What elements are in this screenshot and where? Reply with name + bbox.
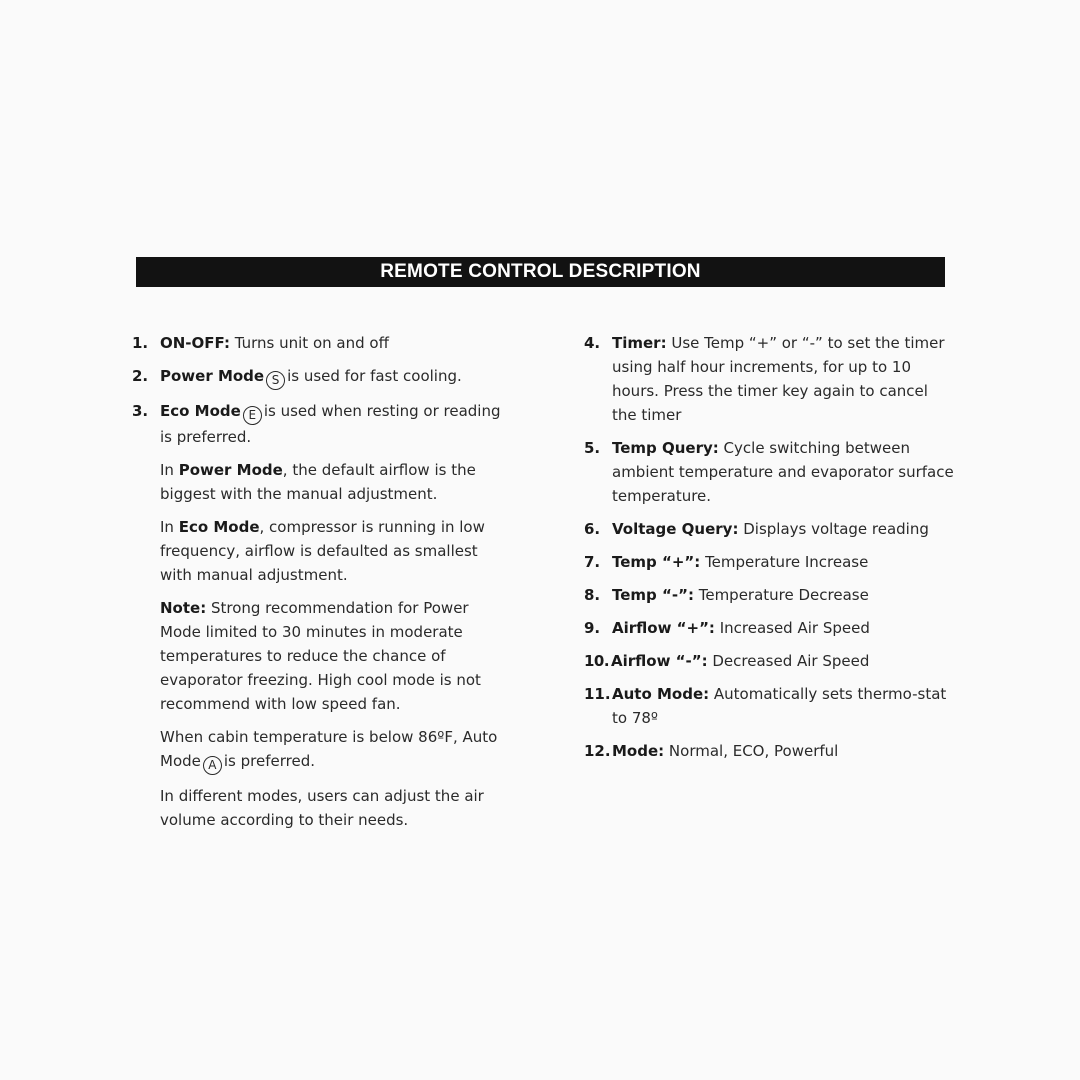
item-number: 2.: [132, 367, 149, 385]
item-description: Temperature Increase: [700, 553, 869, 571]
item-description: Temperature Decrease: [693, 586, 869, 604]
list-item-voltage-query: [584, 517, 956, 541]
item-number: 9.: [584, 619, 601, 637]
list-item-power-mode: [132, 364, 512, 390]
item-number: 7.: [584, 553, 601, 571]
item-number: 3.: [132, 402, 149, 420]
modes-paragraph: In different modes, users can adjust the air volume according to their needs.: [160, 787, 484, 829]
item-number: 4.: [584, 334, 601, 352]
list-item-auto-mode: [584, 682, 956, 730]
item-number: 1.: [132, 334, 149, 352]
list-item-eco-mode: [132, 399, 512, 449]
item-term: Eco Mode: [160, 402, 241, 420]
power-mode-paragraph: In Power Mode, the default airflow is the biggest with the manual adjustment.: [160, 461, 476, 503]
item-term: Timer:: [612, 334, 667, 352]
item-number: 10.: [584, 652, 610, 670]
item-term: Auto Mode:: [612, 685, 710, 703]
list-item-airflow-plus: [584, 616, 956, 640]
list-item-temp-plus: [584, 550, 956, 574]
item-term: Airflow “+”:: [612, 619, 715, 637]
list-item-on-off: [132, 331, 512, 355]
left-column: [132, 331, 512, 841]
item-term: Power Mode: [160, 367, 265, 385]
item-description: Turns unit on and off: [229, 334, 389, 352]
eco-mode-e-icon: E: [243, 406, 262, 425]
item-number: 6.: [584, 520, 601, 538]
item-description: Displays voltage reading: [738, 520, 929, 538]
item-description: is used for fast cooling.: [287, 367, 462, 385]
auto-mode-paragraph: When cabin temperature is below 86ºF, Auto Mode A is preferred.: [160, 725, 512, 775]
item-term: Temp “-”:: [612, 586, 694, 604]
item-number: 5.: [584, 439, 601, 457]
section-title-bar: REMOTE CONTROL DESCRIPTION: [136, 257, 945, 287]
right-column: [584, 331, 956, 772]
item-description: Use Temp “+” or “-” to set the timer using half hour increments, for up to 10 hours. Press the timer key again to cancel the timer: [612, 334, 945, 424]
item-term: Temp Query:: [612, 439, 719, 457]
item-term: ON-OFF:: [160, 334, 230, 352]
item-description: Normal, ECO, Powerful: [664, 742, 839, 760]
item-term: Airflow “-”:: [611, 652, 708, 670]
item-number: 11.: [584, 685, 611, 703]
item-description: Automatically sets thermo-stat to 78º: [612, 685, 947, 727]
list-item-mode: [584, 739, 956, 763]
note-paragraph: Note: Strong recommendation for Power Mode limited to 30 minutes in moderate temperatures to reduce the chance of evaporator freezing. High cool mode is not recommend with low speed fan.: [160, 599, 481, 713]
list-item-timer: [584, 331, 956, 427]
item-term: Voltage Query:: [612, 520, 739, 538]
item-number: 8.: [584, 586, 601, 604]
auto-mode-a-icon: A: [203, 756, 222, 775]
list-item-temp-minus: [584, 583, 956, 607]
item-description: is used when resting or reading is preferred.: [160, 402, 501, 446]
item-description: Decreased Air Speed: [707, 652, 870, 670]
list-item-airflow-minus: [584, 649, 956, 673]
item-number: 12.: [584, 742, 611, 760]
eco-mode-paragraph: In Eco Mode, compressor is running in low frequency, airflow is defaulted as smallest with manual adjustment.: [160, 518, 485, 584]
power-mode-s-icon: S: [266, 371, 285, 390]
item-description: Cycle switching between ambient temperature and evaporator surface temperature.: [612, 439, 954, 505]
list-item-temp-query: [584, 436, 956, 508]
item-term: Mode:: [612, 742, 665, 760]
item-term: Temp “+”:: [612, 553, 701, 571]
item-description: Increased Air Speed: [714, 619, 870, 637]
